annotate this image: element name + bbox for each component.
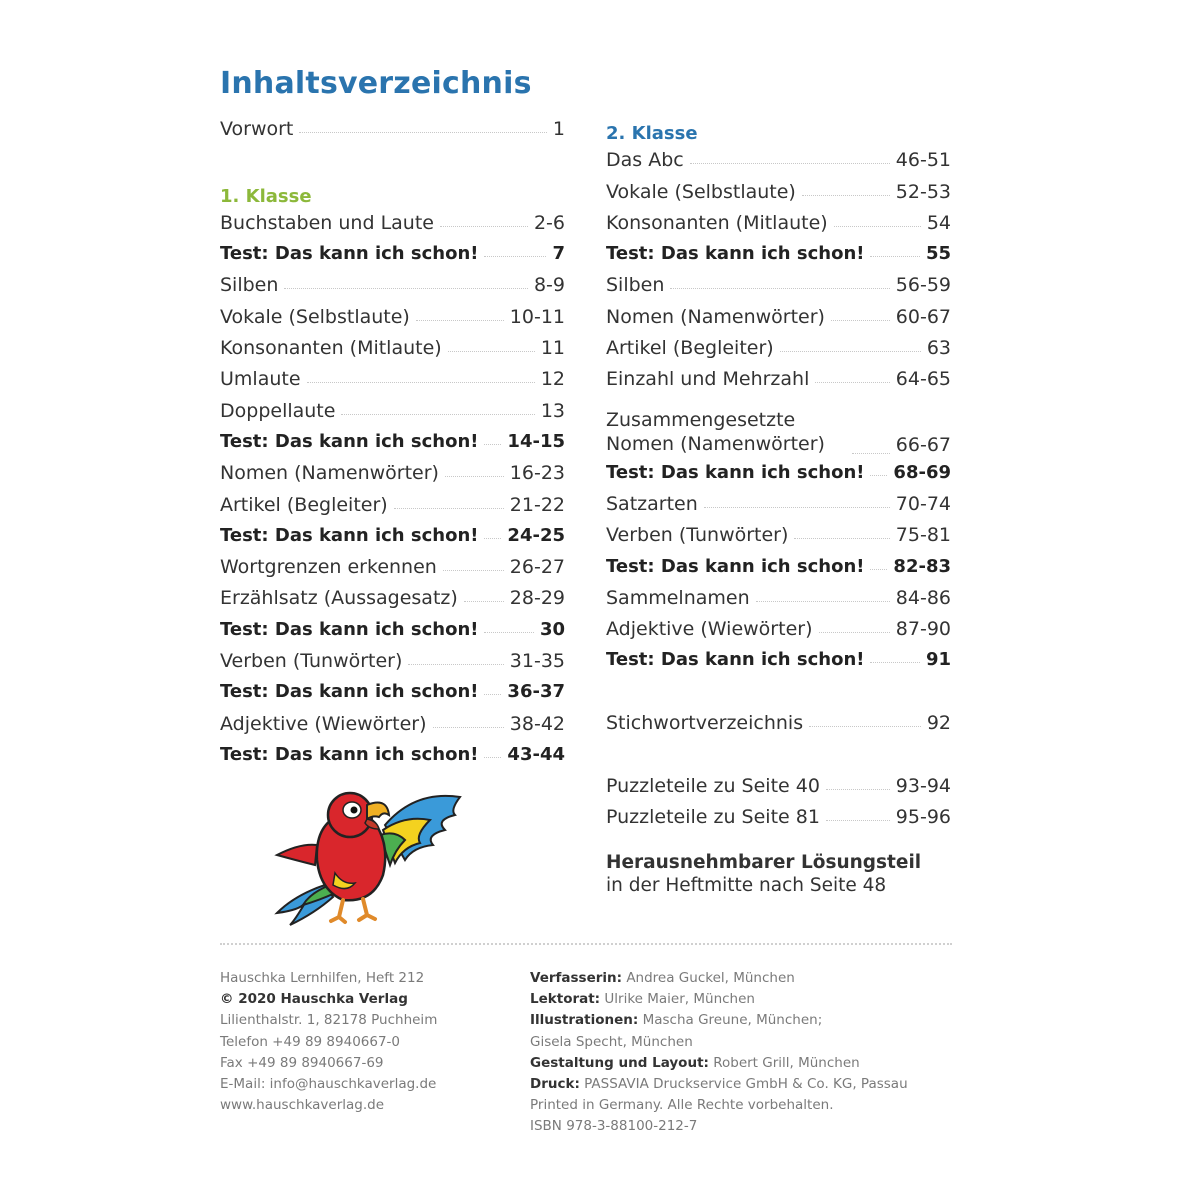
toc-entry-title: Das Abc xyxy=(606,149,684,172)
toc-entry-page: 24-25 xyxy=(507,524,565,546)
illustrations-value: Mascha Greune, München; xyxy=(638,1012,823,1029)
toc-entry[interactable] xyxy=(220,400,565,431)
solutions-note-title: Herausnehmbarer Lösungsteil xyxy=(606,852,922,874)
dot-leader xyxy=(826,789,890,790)
toc-entry-page: 7 xyxy=(552,243,565,265)
toc-entry-page: 12 xyxy=(540,368,565,391)
series-info: Hauschka Lernhilfen, Heft 212 xyxy=(220,970,425,986)
toc-column-left xyxy=(220,118,565,775)
editor-label: Lektorat: xyxy=(530,991,601,1008)
toc-entry-title: Artikel (Begleiter) xyxy=(220,493,388,516)
toc-entry-page: 11 xyxy=(540,337,565,360)
dot-leader xyxy=(870,475,887,476)
toc-entry-title: Stichwortverzeichnis xyxy=(606,712,804,735)
dot-leader xyxy=(484,694,501,695)
toc-entry[interactable] xyxy=(220,744,565,775)
dot-leader xyxy=(819,632,890,633)
section-heading-klasse-2: 2. Klasse xyxy=(606,123,698,145)
dot-leader xyxy=(484,538,501,539)
illustrations-line xyxy=(530,1010,908,1031)
toc-entry-page: 95-96 xyxy=(895,805,951,828)
toc-entry-title: Wortgrenzen erkennen xyxy=(220,556,437,579)
toc-entry-page: 1 xyxy=(552,118,565,140)
toc-entry-page: 52-53 xyxy=(895,180,951,203)
toc-entry[interactable] xyxy=(606,181,951,212)
toc-entry-title: Test: Das kann ich schon! xyxy=(606,243,865,265)
toc-entry-title: Buchstaben und Laute xyxy=(220,211,434,234)
design-line xyxy=(530,1053,908,1074)
toc-entry-vorwort[interactable] xyxy=(220,118,565,149)
toc-entry[interactable] xyxy=(220,494,565,525)
editor-value: Ulrike Maier, München xyxy=(600,991,755,1008)
toc-entry-title: Vorwort xyxy=(220,118,294,140)
toc-entry-title: Nomen (Namenwörter) xyxy=(606,305,825,328)
toc-entry-page: 13 xyxy=(540,399,565,422)
toc-entry-title: Umlaute xyxy=(220,368,301,391)
dot-leader xyxy=(834,226,921,227)
toc-entry-page: 10-11 xyxy=(509,305,565,328)
toc-entry-page: 43-44 xyxy=(507,743,565,765)
toc-entry-page: 2-6 xyxy=(533,211,565,234)
toc-entry[interactable] xyxy=(220,306,565,337)
author-line xyxy=(530,968,908,989)
toc-entry[interactable] xyxy=(606,400,951,462)
toc-entry-title: Silben xyxy=(220,274,279,297)
dot-leader xyxy=(870,256,919,257)
toc-entry-title: Test: Das kann ich schon! xyxy=(606,649,865,671)
copyright: © 2020 Hauschka Verlag xyxy=(220,991,408,1008)
toc-entry-page: 54 xyxy=(926,211,951,234)
dot-leader xyxy=(690,163,890,164)
dot-leader xyxy=(464,601,504,602)
print-label: Druck: xyxy=(530,1076,580,1093)
toc-entry-page: 31-35 xyxy=(509,650,565,673)
toc-entry[interactable] xyxy=(220,587,565,618)
toc-entry-page: 26-27 xyxy=(509,556,565,579)
dot-leader xyxy=(443,570,504,571)
dot-leader xyxy=(484,757,501,758)
toc-entry-title: Konsonanten (Mitlaute) xyxy=(606,211,828,234)
imprint-left xyxy=(220,968,437,1116)
toc-entry-page: 38-42 xyxy=(509,712,565,735)
dot-leader xyxy=(809,726,921,727)
toc-entry[interactable] xyxy=(220,274,565,305)
toc-entry[interactable] xyxy=(606,368,951,399)
dot-leader xyxy=(299,132,547,133)
toc-entry[interactable] xyxy=(220,212,565,243)
toc-entry[interactable] xyxy=(220,713,565,744)
author-value: Andrea Guckel, München xyxy=(622,970,795,986)
solutions-note-text: in der Heftmitte nach Seite 48 xyxy=(606,875,887,897)
editor-line xyxy=(530,989,908,1010)
dot-leader xyxy=(394,508,504,509)
toc-entry-title: Vokale (Selbstlaute) xyxy=(220,305,410,328)
dot-leader xyxy=(408,664,503,665)
dot-leader xyxy=(704,507,890,508)
toc-entry-title: Test: Das kann ich schon! xyxy=(220,243,479,265)
dot-leader xyxy=(780,351,921,352)
print-value: PASSAVIA Druckservice GmbH & Co. KG, Passau xyxy=(579,1076,908,1093)
dot-leader xyxy=(802,195,890,196)
toc-entry-title: Nomen (Namenwörter) xyxy=(220,462,439,485)
toc-entry-title: Vokale (Selbstlaute) xyxy=(606,180,796,203)
toc-entry[interactable] xyxy=(606,243,951,274)
dot-leader xyxy=(341,414,534,415)
toc-entry[interactable] xyxy=(220,681,565,712)
toc-entry-page: 84-86 xyxy=(895,586,951,609)
toc-entry-title: Satzarten xyxy=(606,492,698,515)
toc-entry-title: Doppellaute xyxy=(220,399,336,422)
toc-entry-page: 63 xyxy=(926,337,951,360)
dot-leader xyxy=(670,288,889,289)
toc-entry-title: Einzahl und Mehrzahl xyxy=(606,368,810,391)
toc-entry-title: Adjektive (Wiewörter) xyxy=(220,712,427,735)
toc-entry-title: Test: Das kann ich schon! xyxy=(220,524,479,546)
dot-leader xyxy=(756,601,890,602)
dot-leader xyxy=(815,382,889,383)
toc-entry-title: Puzzleteile zu Seite 40 xyxy=(606,774,820,797)
toc-entry-title: Verben (Tunwörter) xyxy=(220,650,403,673)
dot-leader xyxy=(433,727,504,728)
toc-entry-title: Test: Das kann ich schon! xyxy=(220,430,479,452)
toc-column-right xyxy=(606,118,951,897)
toc-entry-title: Test: Das kann ich schon! xyxy=(220,681,479,703)
solutions-note xyxy=(606,851,951,897)
dot-leader xyxy=(484,256,546,257)
toc-entry-page: 68-69 xyxy=(893,461,951,483)
dot-leader xyxy=(852,453,890,454)
toc-entry[interactable] xyxy=(220,650,565,681)
toc-entry[interactable] xyxy=(606,306,951,337)
toc-entry[interactable] xyxy=(220,337,565,368)
toc-entry[interactable] xyxy=(606,462,951,493)
design-value: Robert Grill, München xyxy=(708,1054,860,1071)
toc-entry-title: Erzählsatz (Aussagesatz) xyxy=(220,587,458,610)
toc-entry-title: Verben (Tunwörter) xyxy=(606,524,789,547)
parrot-illustration xyxy=(255,785,470,930)
toc-entry-page: 64-65 xyxy=(895,368,951,391)
spacer xyxy=(220,149,565,180)
author-label: Verfasserin: xyxy=(530,970,623,986)
toc-entry[interactable] xyxy=(606,212,951,243)
toc-entry-title: Test: Das kann ich schon! xyxy=(606,461,865,483)
spacer xyxy=(606,743,951,774)
toc-entry-title: Adjektive (Wiewörter) xyxy=(606,618,813,641)
website-link[interactable]: www.hauschkaverlag.de xyxy=(220,1097,385,1114)
toc-entry[interactable] xyxy=(606,587,951,618)
toc-entry-puzzle-1[interactable] xyxy=(606,775,951,806)
toc-entry[interactable] xyxy=(220,462,565,493)
toc-entry-page: 14-15 xyxy=(507,430,565,452)
dot-leader xyxy=(870,569,887,570)
phone: Telefon +49 89 8940667-0 xyxy=(220,1033,401,1050)
toc-entry-page: 93-94 xyxy=(895,774,951,797)
toc-entry[interactable] xyxy=(606,337,951,368)
illustrations-label: Illustrationen: xyxy=(530,1012,639,1029)
toc-entry-page: 21-22 xyxy=(509,493,565,516)
toc-list-klasse-2 xyxy=(606,149,951,680)
toc-entry-page: 70-74 xyxy=(895,492,951,515)
toc-entry-page: 91 xyxy=(925,649,951,671)
dot-leader xyxy=(484,632,533,633)
toc-entry-page: 36-37 xyxy=(507,681,565,703)
toc-entry-page: 28-29 xyxy=(509,587,565,610)
toc-entry-page: 55 xyxy=(925,243,951,265)
toc-entry[interactable] xyxy=(220,619,565,650)
toc-entry-page: 30 xyxy=(539,618,565,640)
imprint-right xyxy=(530,968,908,1138)
toc-entry-title: Test: Das kann ich schon! xyxy=(606,555,865,577)
toc-entry[interactable] xyxy=(606,524,951,555)
toc-entry-title: Puzzleteile zu Seite 81 xyxy=(606,805,820,828)
toc-entry-title: Test: Das kann ich schon! xyxy=(220,743,479,765)
toc-entry[interactable] xyxy=(606,556,951,587)
toc-list-klasse-1 xyxy=(220,212,565,775)
spacer xyxy=(606,681,951,712)
dot-leader xyxy=(307,382,535,383)
toc-entry[interactable] xyxy=(220,243,565,274)
toc-entry[interactable] xyxy=(606,274,951,305)
toc-entry-title: Silben xyxy=(606,274,665,297)
toc-entry[interactable] xyxy=(220,556,565,587)
print-line xyxy=(530,1074,908,1095)
toc-entry-page: 66-67 xyxy=(895,433,951,456)
toc-entry[interactable] xyxy=(220,431,565,462)
toc-entry-page: 92 xyxy=(926,712,951,735)
toc-entry-index[interactable] xyxy=(606,712,951,743)
rights-line: Printed in Germany. Alle Rechte vorbehalten. xyxy=(530,1097,834,1114)
toc-entry-title: Artikel (Begleiter) xyxy=(606,337,774,360)
toc-entry[interactable] xyxy=(606,618,951,649)
toc-entry-title: Zusammengesetzte Nomen (Namenwörter) xyxy=(606,408,825,455)
toc-entry-puzzle-2[interactable] xyxy=(606,806,951,837)
fax: Fax +49 89 8940667-69 xyxy=(220,1054,384,1071)
toc-entry-page: 56-59 xyxy=(895,274,951,297)
toc-entry-page: 60-67 xyxy=(895,305,951,328)
toc-entry-title: Test: Das kann ich schon! xyxy=(220,618,479,640)
email-link[interactable]: E-Mail: info@hauschkaverlag.de xyxy=(220,1076,437,1093)
dot-leader xyxy=(870,662,919,663)
dot-leader xyxy=(448,351,535,352)
toc-entry[interactable] xyxy=(220,368,565,399)
toc-entry-page: 87-90 xyxy=(895,618,951,641)
toc-entry-title: Konsonanten (Mitlaute) xyxy=(220,337,442,360)
toc-entry[interactable] xyxy=(606,649,951,680)
toc-entry[interactable] xyxy=(606,493,951,524)
toc-entry-page: 75-81 xyxy=(895,524,951,547)
toc-entry[interactable] xyxy=(606,149,951,180)
toc-entry-page: 16-23 xyxy=(509,462,565,485)
dot-leader xyxy=(831,320,890,321)
isbn-line: ISBN 978-3-88100-212-7 xyxy=(530,1118,698,1135)
toc-entry-page: 8-9 xyxy=(533,274,565,297)
dot-leader xyxy=(284,288,528,289)
dot-leader xyxy=(826,820,890,821)
dot-leader xyxy=(416,320,504,321)
address: Lilienthalstr. 1, 82178 Puchheim xyxy=(220,1012,438,1029)
illustrations-line-2: Gisela Specht, München xyxy=(530,1033,693,1050)
design-label: Gestaltung und Layout: xyxy=(530,1054,709,1071)
toc-entry-page: 46-51 xyxy=(895,149,951,172)
dot-leader xyxy=(794,538,889,539)
section-heading-klasse-1: 1. Klasse xyxy=(220,185,312,207)
footer-divider xyxy=(220,943,952,945)
page-title: Inhaltsverzeichnis xyxy=(220,66,532,101)
toc-entry[interactable] xyxy=(220,525,565,556)
toc-entry-title: Sammelnamen xyxy=(606,586,750,609)
toc-entry-page: 82-83 xyxy=(893,555,951,577)
dot-leader xyxy=(484,444,501,445)
dot-leader xyxy=(445,476,504,477)
dot-leader xyxy=(440,226,528,227)
